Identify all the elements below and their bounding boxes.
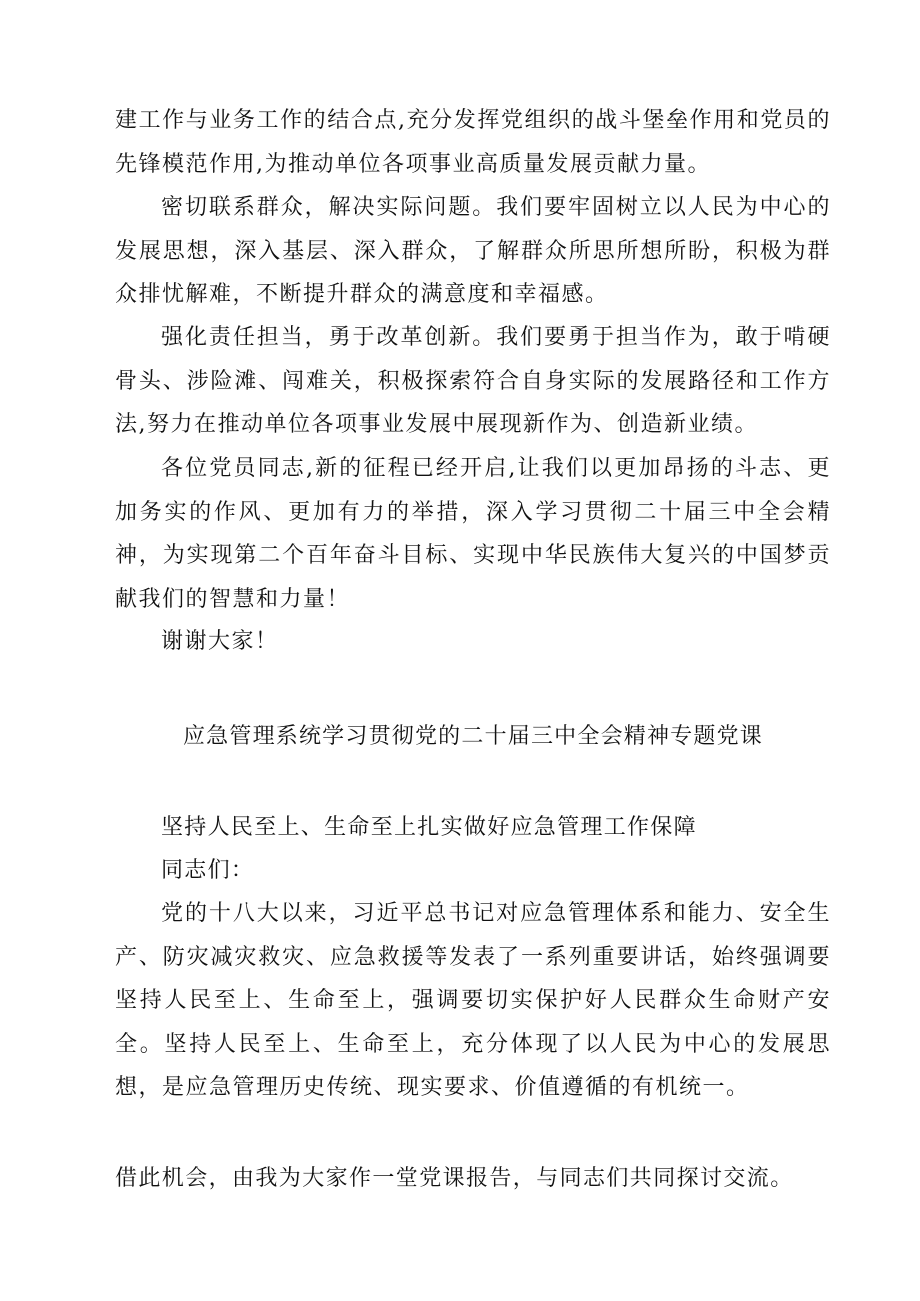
paragraph-contact-masses: 密切联系群众，解决实际问题。我们要牢固树立以人民为中心的发展思想，深入基层、深入群众，了解群众所思所想所盼，积极为群众排忧解难，不断提升群众的满意度和幸福感。 bbox=[115, 195, 831, 307]
paragraph-closing: 借此机会，由我为大家作一堂党课报告，与同志们共同探讨交流。 bbox=[115, 1166, 794, 1191]
paragraph-responsibility: 强化责任担当，勇于改革创新。我们要勇于担当作为，敢于啃硬骨头、涉险滩、闯难关，积极探索符合自身实际的发展路径和工作方法,努力在推动单位各项事业发展中展现新作为、创造新业绩。 bbox=[115, 325, 831, 437]
greeting-line: 同志们： bbox=[161, 858, 255, 883]
paragraph-continuation: 建工作与业务工作的结合点,充分发挥党组织的战斗堡垒作用和党员的先锋模范作用,为推动单位各项事业高质量发展贡献力量。 bbox=[115, 108, 831, 177]
paragraph-body: 党的十八大以来，习近平总书记对应急管理体系和能力、安全生产、防灾减灾救灾、应急救援等发表了一系列重要讲话，始终强调要坚持人民至上、生命至上，强调要切实保护好人民群众生命财产安全。坚持人民至上、生命至上，充分体现了以人民为中心的发展思想，是应急管理历史传统、现实要求、价值遵循的有机统一。 bbox=[115, 901, 831, 1100]
document-title: 应急管理系统学习贯彻党的二十届三中全会精神专题党课 bbox=[182, 724, 763, 749]
document-subtitle: 坚持人民至上、生命至上扎实做好应急管理工作保障 bbox=[161, 815, 697, 840]
paragraph-thanks: 谢谢大家！ bbox=[161, 629, 279, 654]
paragraph-call-to-action: 各位党员同志,新的征程已经开启,让我们以更加昂扬的斗志、更加务实的作风、更加有力的举措，深入学习贯彻二十届三中全会精神，为实现第二个百年奋斗目标、实现中华民族伟大复兴的中国梦贡献我们的智慧和力量！ bbox=[115, 456, 831, 612]
